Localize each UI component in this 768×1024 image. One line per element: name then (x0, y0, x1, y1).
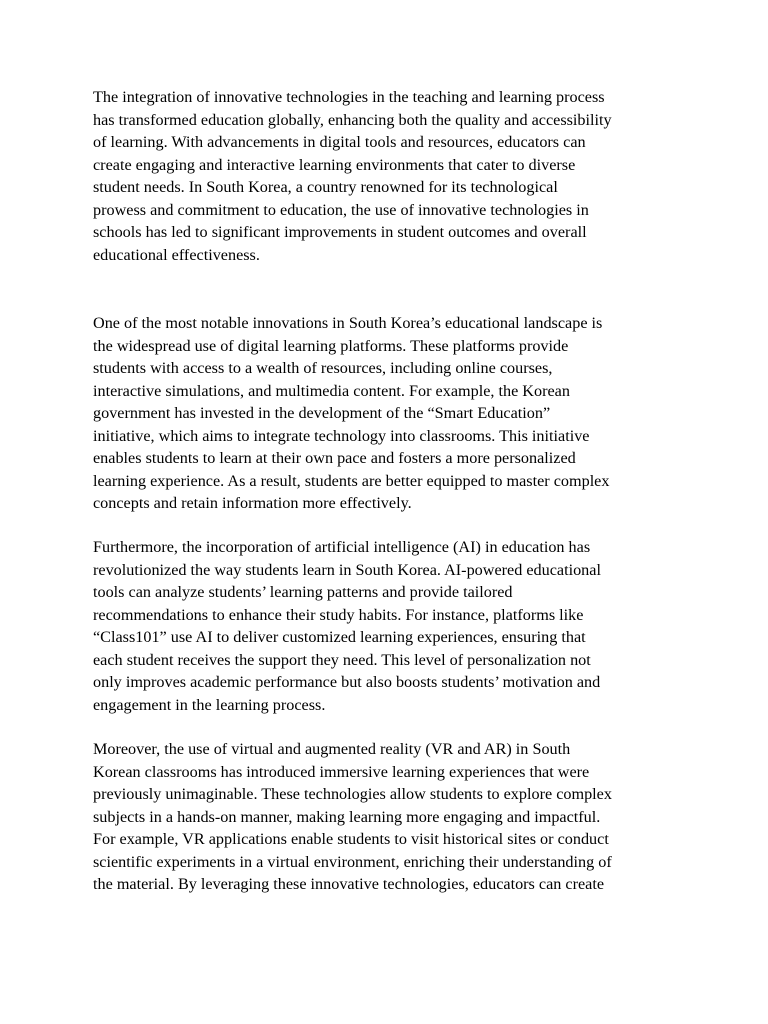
paragraph-line: government has invested in the development of the “Smart Education” (93, 404, 551, 422)
paragraph-line: tools can analyze students’ learning patterns and provide tailored (93, 583, 513, 601)
paragraph-line: For example, VR applications enable students to visit historical sites or conduct (93, 830, 609, 848)
paragraph-line: revolutionized the way students learn in South Korea. AI-powered educational (93, 560, 601, 579)
paragraph-line: student needs. In South Korea, a country renowned for its technological (93, 178, 558, 196)
paragraph-line: schools has led to significant improvements in student outcomes and overall (93, 223, 587, 241)
paragraph-line: subjects in a hands-on manner, making learning more engaging and impactful. (93, 807, 601, 826)
paragraph-line: engagement in the learning process. (93, 695, 326, 714)
paragraph-line: educational effectiveness. (93, 245, 260, 264)
paragraph-line: previously unimaginable. These technologies allow students to explore complex (93, 785, 612, 803)
paragraph-line: the widespread use of digital learning platforms. These platforms provide (93, 336, 569, 355)
paragraph-line: Korean classrooms has introduced immersive learning experiences that were (93, 762, 590, 781)
paragraph-line: recommendations to enhance their study habits. For instance, platforms like (93, 605, 584, 624)
paragraph-4 (93, 738, 683, 896)
paragraph-line: prowess and commitment to education, the use of innovative technologies in (93, 200, 589, 219)
paragraph-line: scientific experiments in a virtual environment, enriching their understanding of (93, 852, 612, 871)
paragraph-line: “Class101” use AI to deliver customized learning experiences, ensuring that (93, 628, 586, 646)
paragraph-line: of learning. With advancements in digital tools and resources, educators can (93, 133, 586, 151)
paragraph-line: interactive simulations, and multimedia content. For example, the Korean (93, 381, 570, 400)
paragraph-line: students with access to a wealth of resources, including online courses, (93, 359, 553, 377)
paragraph-line: The integration of innovative technologies in the teaching and learning process (93, 88, 605, 106)
paragraph-line: has transformed education globally, enhancing both the quality and accessibility (93, 110, 612, 129)
paragraph-3 (93, 536, 683, 716)
paragraph-1 (93, 86, 683, 266)
paragraph-line: the material. By leveraging these innovative technologies, educators can create (93, 875, 605, 893)
paragraph-line: initiative, which aims to integrate technology into classrooms. This initiative (93, 426, 590, 445)
paragraph-line: Furthermore, the incorporation of artificial intelligence (AI) in education has (93, 538, 591, 556)
paragraph-line: each student receives the support they need. This level of personalization not (93, 650, 591, 669)
paragraph-line: concepts and retain information more effectively. (93, 494, 412, 512)
paragraph-line: create engaging and interactive learning environments that cater to diverse (93, 155, 576, 174)
paragraph-line: learning experience. As a result, students are better equipped to master complex (93, 471, 610, 490)
paragraph-2 (93, 312, 683, 515)
paragraph-line: One of the most notable innovations in South Korea’s educational landscape is (93, 314, 603, 332)
paragraph-line: only improves academic performance but also boosts students’ motivation and (93, 673, 601, 691)
paragraph-line: Moreover, the use of virtual and augmented reality (VR and AR) in South (93, 740, 571, 758)
paragraph-line: enables students to learn at their own pace and fosters a more personalized (93, 449, 576, 467)
